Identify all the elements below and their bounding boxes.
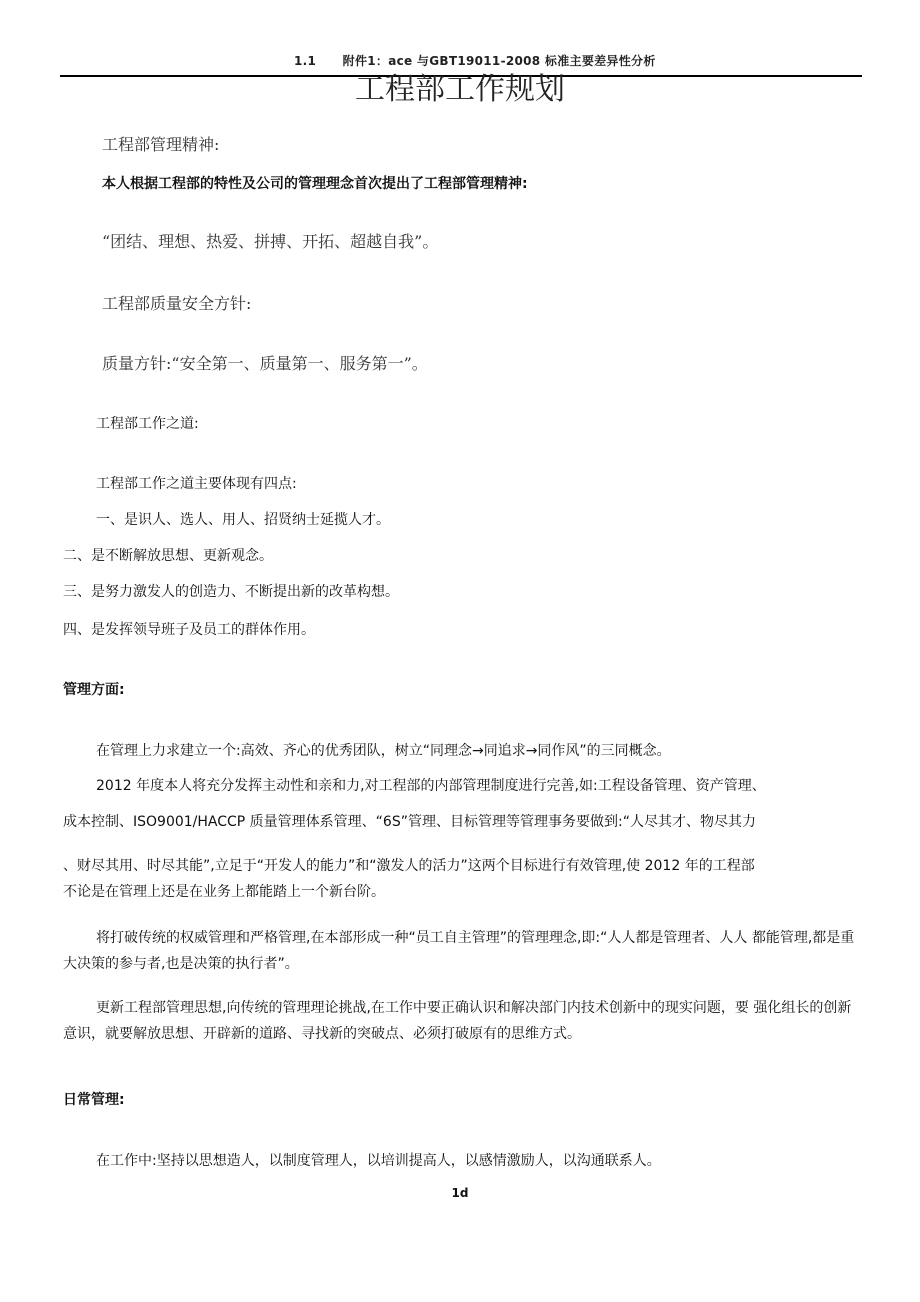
way-point-3: 三、是努力激发人的创造力、不断提出新的改革构想。 <box>63 584 399 600</box>
header-text: 附件1：ace 与GBT19011-2008 标准主要差异性分析 <box>342 54 656 68</box>
management-p2-line1: 2012 年度本人将充分发挥主动性和亲和力,对工程部的内部管理制度进行完善,如:工程设备管理、资产管理、 <box>96 778 766 794</box>
header-section-number: 1.1 <box>294 54 317 68</box>
daily-heading: 日常管理: <box>63 1092 125 1108</box>
management-p2-line2: 成本控制、ISO9001/HACCP 质量管理体系管理、“6S”管理、目标管理等管理事务要做到:“人尽其才、物尽其力 <box>63 814 756 830</box>
policy-text: 质量方针:“安全第一、质量第一、服务第一”。 <box>102 354 428 373</box>
management-p1: 在管理上力求建立一个:高效、齐心的优秀团队，树立“同理念→同追求→同作风”的三同概念。 <box>96 743 671 759</box>
page-number: 1d <box>451 1186 469 1200</box>
way-intro: 工程部工作之道主要体现有四点: <box>96 476 297 492</box>
spirit-intro: 本人根据工程部的特性及公司的管理理念首次提出了工程部管理精神: <box>102 176 528 192</box>
policy-heading: 工程部质量安全方针: <box>102 294 252 313</box>
management-heading: 管理方面: <box>63 682 125 698</box>
management-p4: 更新工程部管理思想,向传统的管理理论挑战,在工作中要正确认识和解决部门内技术创新中的现实问题，要 强化组长的创新意识，就要解放思想、开辟新的道路、寻找新的突破点、必须打破原有的思维方式。 <box>63 1000 852 1042</box>
way-point-2: 二、是不断解放思想、更新观念。 <box>63 548 273 564</box>
spirit-heading: 工程部管理精神: <box>102 135 220 154</box>
way-heading: 工程部工作之道: <box>96 416 199 432</box>
management-p2-line3: 、财尽其用、时尽其能”,立足于“开发人的能力”和“激发人的活力”这两个目标进行有效管理,使 2012 年的工程部 <box>63 858 755 874</box>
daily-p1: 在工作中:坚持以思想造人，以制度管理人，以培训提高人，以感情激励人，以沟通联系人。 <box>96 1153 661 1169</box>
spirit-slogan: “团结、理想、热爱、拼搏、开拓、超越自我”。 <box>102 232 439 251</box>
way-point-1: 一、是识人、选人、用人、招贤纳士延揽人才。 <box>96 512 390 528</box>
management-p2-line4: 不论是在管理上还是在业务上都能踏上一个新台阶。 <box>63 884 385 900</box>
running-header <box>294 52 656 69</box>
management-p3: 将打破传统的权威管理和严格管理,在本部形成一种“员工自主管理”的管理理念,即:“人人都是管理者、人人 都能管理,都是重大决策的参与者,也是决策的执行者”。 <box>63 930 855 972</box>
way-point-4: 四、是发挥领导班子及员工的群体作用。 <box>63 622 315 638</box>
page-title: 工程部工作规划 <box>355 72 565 107</box>
